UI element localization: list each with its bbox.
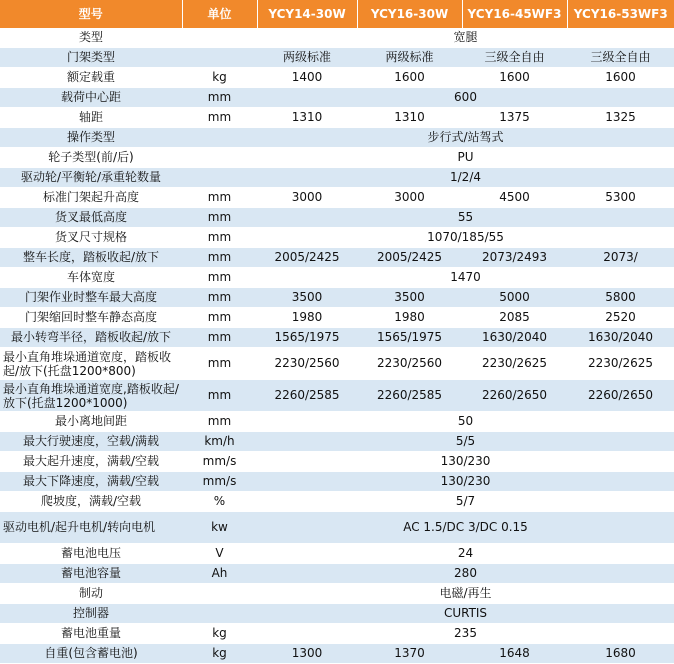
unit-cell: mm xyxy=(182,108,257,128)
merged-value-cell: 600 xyxy=(257,88,674,108)
unit-cell: mm xyxy=(182,380,257,412)
unit-cell: mm xyxy=(182,228,257,248)
value-cell: 2005/2425 xyxy=(257,248,357,268)
merged-value-cell: 5/7 xyxy=(257,492,674,512)
unit-cell: Ah xyxy=(182,564,257,584)
table-row xyxy=(0,328,674,348)
value-cell: 1300 xyxy=(257,644,357,664)
unit-cell xyxy=(182,48,257,68)
unit-cell: km/h xyxy=(182,432,257,452)
table-row xyxy=(0,308,674,328)
value-cell: 三级全自由 xyxy=(567,48,674,68)
unit-cell xyxy=(182,128,257,148)
value-cell: 2073/2493 xyxy=(462,248,567,268)
table-row xyxy=(0,68,674,88)
table-row xyxy=(0,564,674,584)
merged-value-cell: 1070/185/55 xyxy=(257,228,674,248)
value-cell: 2230/2625 xyxy=(567,348,674,380)
value-cell: 1400 xyxy=(257,68,357,88)
header-row xyxy=(0,0,674,28)
value-cell: 1565/1975 xyxy=(257,328,357,348)
table-row xyxy=(0,148,674,168)
merged-value-cell: 130/230 xyxy=(257,452,674,472)
merged-value-cell: 宽腿 xyxy=(257,28,674,48)
unit-cell: mm/s xyxy=(182,472,257,492)
merged-value-cell: AC 1.5/DC 3/DC 0.15 xyxy=(257,512,674,544)
value-cell: 3500 xyxy=(257,288,357,308)
value-cell: 1600 xyxy=(462,68,567,88)
merged-value-cell: 1470 xyxy=(257,268,674,288)
unit-cell: mm xyxy=(182,268,257,288)
table-row xyxy=(0,432,674,452)
table-row xyxy=(0,188,674,208)
value-cell: 1310 xyxy=(357,108,462,128)
table-row xyxy=(0,644,674,664)
value-cell: 1630/2040 xyxy=(462,328,567,348)
table-row xyxy=(0,584,674,604)
value-cell: 3000 xyxy=(357,188,462,208)
param-label: 轮子类型(前/后) xyxy=(0,148,182,168)
merged-value-cell: 24 xyxy=(257,544,674,564)
value-cell: 5800 xyxy=(567,288,674,308)
value-cell: 1375 xyxy=(462,108,567,128)
table-row xyxy=(0,228,674,248)
value-cell: 1630/2040 xyxy=(567,328,674,348)
unit-cell: mm xyxy=(182,412,257,432)
merged-value-cell: CURTIS xyxy=(257,604,674,624)
value-cell: 2073/ xyxy=(567,248,674,268)
table-row xyxy=(0,604,674,624)
merged-value-cell: 电磁/再生 xyxy=(257,584,674,604)
param-label: 最大行驶速度，空载/满载 xyxy=(0,432,182,452)
unit-cell xyxy=(182,28,257,48)
unit-cell xyxy=(182,168,257,188)
param-label: 额定载重 xyxy=(0,68,182,88)
unit-cell xyxy=(182,148,257,168)
merged-value-cell: 步行式/站驾式 xyxy=(257,128,674,148)
value-cell: 1325 xyxy=(567,108,674,128)
value-cell: 2005/2425 xyxy=(357,248,462,268)
table-row xyxy=(0,472,674,492)
value-cell: 3500 xyxy=(357,288,462,308)
param-label: 车体宽度 xyxy=(0,268,182,288)
param-label: 货叉尺寸规格 xyxy=(0,228,182,248)
value-cell: 1370 xyxy=(357,644,462,664)
value-cell: 1680 xyxy=(567,644,674,664)
merged-value-cell: 280 xyxy=(257,564,674,584)
param-label: 标准门架起升高度 xyxy=(0,188,182,208)
value-cell: 三级全自由 xyxy=(462,48,567,68)
unit-cell: mm xyxy=(182,308,257,328)
value-cell: 2260/2585 xyxy=(257,380,357,412)
table-row xyxy=(0,492,674,512)
unit-cell: mm xyxy=(182,248,257,268)
value-cell: 2260/2650 xyxy=(567,380,674,412)
value-cell: 两级标准 xyxy=(357,48,462,68)
param-label: 控制器 xyxy=(0,604,182,624)
table-row xyxy=(0,108,674,128)
header-ycy16-30w: YCY16-30W xyxy=(357,0,462,28)
param-label: 轴距 xyxy=(0,108,182,128)
merged-value-cell: 5/5 xyxy=(257,432,674,452)
merged-value-cell: 1/2/4 xyxy=(257,168,674,188)
unit-cell: kw xyxy=(182,512,257,544)
param-label: 驱动电机/起升电机/转向电机 xyxy=(0,512,182,544)
value-cell: 2230/2560 xyxy=(357,348,462,380)
table-row xyxy=(0,452,674,472)
value-cell: 5000 xyxy=(462,288,567,308)
value-cell: 1980 xyxy=(357,308,462,328)
param-label: 蓄电池容量 xyxy=(0,564,182,584)
table-row xyxy=(0,28,674,48)
param-label: 自重(包含蓄电池) xyxy=(0,644,182,664)
param-label: 门架缩回时整车静态高度 xyxy=(0,308,182,328)
value-cell: 1980 xyxy=(257,308,357,328)
param-label: 门架作业时整车最大高度 xyxy=(0,288,182,308)
unit-cell: kg xyxy=(182,68,257,88)
param-label: 蓄电池重量 xyxy=(0,624,182,644)
param-label: 最小离地间距 xyxy=(0,412,182,432)
table-row xyxy=(0,168,674,188)
table-row xyxy=(0,380,674,412)
value-cell: 3000 xyxy=(257,188,357,208)
value-cell: 4500 xyxy=(462,188,567,208)
unit-cell: mm xyxy=(182,188,257,208)
unit-cell xyxy=(182,604,257,624)
unit-cell xyxy=(182,584,257,604)
header-ycy14-30w: YCY14-30W xyxy=(257,0,357,28)
table-row xyxy=(0,268,674,288)
merged-value-cell: 50 xyxy=(257,412,674,432)
table-row xyxy=(0,48,674,68)
value-cell: 1310 xyxy=(257,108,357,128)
table-row xyxy=(0,208,674,228)
param-label: 载荷中心距 xyxy=(0,88,182,108)
value-cell: 1600 xyxy=(357,68,462,88)
table-row xyxy=(0,348,674,380)
table-row xyxy=(0,88,674,108)
unit-cell: mm xyxy=(182,88,257,108)
table-row xyxy=(0,248,674,268)
param-label: 最小直角堆垛通道宽度，踏板收起/放下(托盘1200*800) xyxy=(0,348,182,380)
value-cell: 5300 xyxy=(567,188,674,208)
merged-value-cell: 235 xyxy=(257,624,674,644)
value-cell: 2260/2650 xyxy=(462,380,567,412)
param-label: 制动 xyxy=(0,584,182,604)
param-label: 门架类型 xyxy=(0,48,182,68)
param-label: 货叉最低高度 xyxy=(0,208,182,228)
param-label: 最小转弯半径，踏板收起/放下 xyxy=(0,328,182,348)
value-cell: 2230/2625 xyxy=(462,348,567,380)
table-row xyxy=(0,512,674,544)
unit-cell: V xyxy=(182,544,257,564)
unit-cell: % xyxy=(182,492,257,512)
value-cell: 2085 xyxy=(462,308,567,328)
value-cell: 2230/2560 xyxy=(257,348,357,380)
value-cell: 两级标准 xyxy=(257,48,357,68)
param-label: 整车长度，踏板收起/放下 xyxy=(0,248,182,268)
header-ycy16-45wf3: YCY16-45WF3 xyxy=(462,0,567,28)
param-label: 最大起升速度，满载/空载 xyxy=(0,452,182,472)
header-ycy16-53wf3: YCY16-53WF3 xyxy=(567,0,674,28)
unit-cell: kg xyxy=(182,624,257,644)
header-unit: 单位 xyxy=(182,0,257,28)
table-row xyxy=(0,128,674,148)
table-row xyxy=(0,544,674,564)
spec-body xyxy=(0,28,674,664)
table-row xyxy=(0,412,674,432)
param-label: 操作类型 xyxy=(0,128,182,148)
value-cell: 1648 xyxy=(462,644,567,664)
param-label: 类型 xyxy=(0,28,182,48)
merged-value-cell: 55 xyxy=(257,208,674,228)
value-cell: 2520 xyxy=(567,308,674,328)
unit-cell: mm xyxy=(182,328,257,348)
unit-cell: kg xyxy=(182,644,257,664)
unit-cell: mm/s xyxy=(182,452,257,472)
value-cell: 2260/2585 xyxy=(357,380,462,412)
unit-cell: mm xyxy=(182,288,257,308)
table-row xyxy=(0,624,674,644)
unit-cell: mm xyxy=(182,208,257,228)
merged-value-cell: PU xyxy=(257,148,674,168)
unit-cell: mm xyxy=(182,348,257,380)
param-label: 最大下降速度，满载/空载 xyxy=(0,472,182,492)
table-row xyxy=(0,288,674,308)
param-label: 驱动轮/平衡轮/承重轮数量 xyxy=(0,168,182,188)
header-model: 型号 xyxy=(0,0,182,28)
param-label: 最小直角堆垛通道宽度,踏板收起/放下(托盘1200*1000) xyxy=(0,380,182,412)
value-cell: 1600 xyxy=(567,68,674,88)
param-label: 蓄电池电压 xyxy=(0,544,182,564)
param-label: 爬坡度，满载/空载 xyxy=(0,492,182,512)
merged-value-cell: 130/230 xyxy=(257,472,674,492)
value-cell: 1565/1975 xyxy=(357,328,462,348)
